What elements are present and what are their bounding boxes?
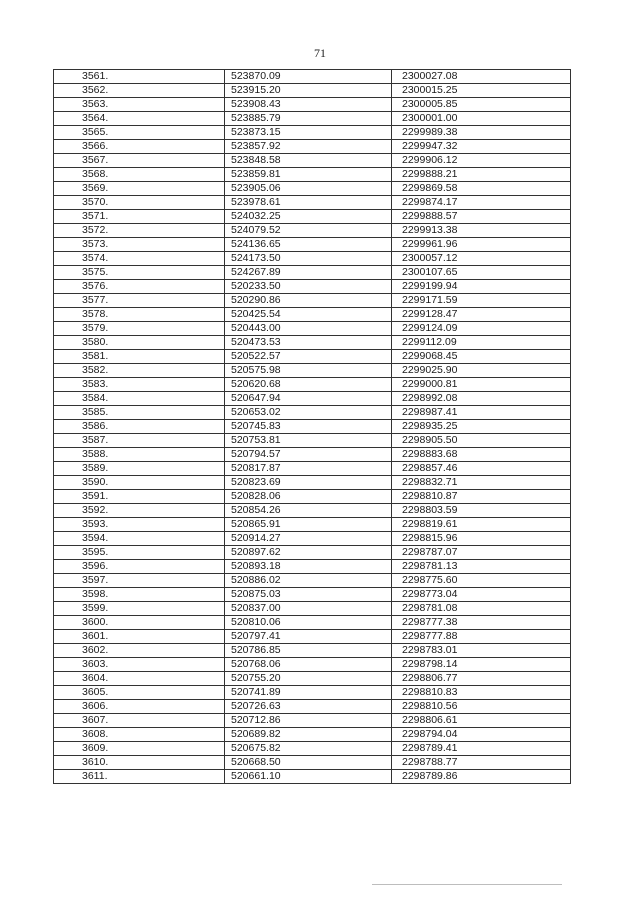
point-number-cell: 3599.: [54, 602, 225, 616]
table-row: [54, 756, 571, 770]
x-coordinate-cell: 520854.26: [225, 504, 392, 518]
table-row: [54, 532, 571, 546]
table-row: [54, 336, 571, 350]
x-coordinate-cell: 523848.58: [225, 154, 392, 168]
table-row: [54, 574, 571, 588]
x-coordinate-cell: 520443.00: [225, 322, 392, 336]
table-row: [54, 672, 571, 686]
point-number-cell: 3589.: [54, 462, 225, 476]
point-number-cell: 3593.: [54, 518, 225, 532]
table-row: [54, 434, 571, 448]
page-number: 71: [314, 46, 326, 60]
y-coordinate-cell: 2299989.38: [392, 126, 571, 140]
point-number-cell: 3577.: [54, 294, 225, 308]
table-row: [54, 196, 571, 210]
y-coordinate-cell: 2298777.88: [392, 630, 571, 644]
table-row: [54, 742, 571, 756]
y-coordinate-cell: 2300107.65: [392, 266, 571, 280]
x-coordinate-cell: 520794.57: [225, 448, 392, 462]
x-coordinate-cell: 524079.52: [225, 224, 392, 238]
table-row: [54, 546, 571, 560]
y-coordinate-cell: 2298810.56: [392, 700, 571, 714]
y-coordinate-cell: 2298905.50: [392, 434, 571, 448]
x-coordinate-cell: 520653.02: [225, 406, 392, 420]
table-row: [54, 392, 571, 406]
x-coordinate-cell: 520837.00: [225, 602, 392, 616]
x-coordinate-cell: 523873.15: [225, 126, 392, 140]
table-row: [54, 168, 571, 182]
point-number-cell: 3569.: [54, 182, 225, 196]
y-coordinate-cell: 2299124.09: [392, 322, 571, 336]
point-number-cell: 3585.: [54, 406, 225, 420]
point-number-cell: 3566.: [54, 140, 225, 154]
y-coordinate-cell: 2298803.59: [392, 504, 571, 518]
coordinate-table: [53, 69, 571, 784]
y-coordinate-cell: 2298815.96: [392, 532, 571, 546]
y-coordinate-cell: 2298783.01: [392, 644, 571, 658]
x-coordinate-cell: 520575.98: [225, 364, 392, 378]
x-coordinate-cell: 520726.63: [225, 700, 392, 714]
y-coordinate-cell: 2298781.13: [392, 560, 571, 574]
x-coordinate-cell: 523885.79: [225, 112, 392, 126]
x-coordinate-cell: 520768.06: [225, 658, 392, 672]
y-coordinate-cell: 2298819.61: [392, 518, 571, 532]
table-row: [54, 182, 571, 196]
table-row: [54, 112, 571, 126]
table-row: [54, 588, 571, 602]
point-number-cell: 3572.: [54, 224, 225, 238]
y-coordinate-cell: 2298798.14: [392, 658, 571, 672]
point-number-cell: 3601.: [54, 630, 225, 644]
point-number-cell: 3579.: [54, 322, 225, 336]
point-number-cell: 3607.: [54, 714, 225, 728]
y-coordinate-cell: 2298787.07: [392, 546, 571, 560]
x-coordinate-cell: 520473.53: [225, 336, 392, 350]
y-coordinate-cell: 2299874.17: [392, 196, 571, 210]
y-coordinate-cell: 2298857.46: [392, 462, 571, 476]
x-coordinate-cell: 520897.62: [225, 546, 392, 560]
y-coordinate-cell: 2299947.32: [392, 140, 571, 154]
point-number-cell: 3600.: [54, 616, 225, 630]
table-row: [54, 630, 571, 644]
table-row: [54, 280, 571, 294]
point-number-cell: 3575.: [54, 266, 225, 280]
point-number-cell: 3561.: [54, 70, 225, 84]
x-coordinate-cell: 520828.06: [225, 490, 392, 504]
table-row: [54, 308, 571, 322]
x-coordinate-cell: 520689.82: [225, 728, 392, 742]
y-coordinate-cell: 2299000.81: [392, 378, 571, 392]
table-row: [54, 462, 571, 476]
x-coordinate-cell: 523908.43: [225, 98, 392, 112]
x-coordinate-cell: 520810.06: [225, 616, 392, 630]
y-coordinate-cell: 2298806.61: [392, 714, 571, 728]
y-coordinate-cell: 2299068.45: [392, 350, 571, 364]
y-coordinate-cell: 2300027.08: [392, 70, 571, 84]
x-coordinate-cell: 523905.06: [225, 182, 392, 196]
table-row: [54, 406, 571, 420]
table-row: [54, 322, 571, 336]
point-number-cell: 3606.: [54, 700, 225, 714]
x-coordinate-cell: 520647.94: [225, 392, 392, 406]
point-number-cell: 3576.: [54, 280, 225, 294]
table-row: [54, 518, 571, 532]
x-coordinate-cell: 523859.81: [225, 168, 392, 182]
y-coordinate-cell: 2298775.60: [392, 574, 571, 588]
table-row: [54, 658, 571, 672]
x-coordinate-cell: 520786.85: [225, 644, 392, 658]
table-row: [54, 490, 571, 504]
x-coordinate-cell: 520914.27: [225, 532, 392, 546]
table-row: [54, 364, 571, 378]
table-row: [54, 294, 571, 308]
y-coordinate-cell: 2298832.71: [392, 476, 571, 490]
y-coordinate-cell: 2299888.21: [392, 168, 571, 182]
point-number-cell: 3568.: [54, 168, 225, 182]
y-coordinate-cell: 2298788.77: [392, 756, 571, 770]
point-number-cell: 3582.: [54, 364, 225, 378]
x-coordinate-cell: 523870.09: [225, 70, 392, 84]
x-coordinate-cell: 524173.50: [225, 252, 392, 266]
point-number-cell: 3595.: [54, 546, 225, 560]
x-coordinate-cell: 520290.86: [225, 294, 392, 308]
y-coordinate-cell: 2298777.38: [392, 616, 571, 630]
point-number-cell: 3609.: [54, 742, 225, 756]
point-number-cell: 3578.: [54, 308, 225, 322]
table-row: [54, 616, 571, 630]
point-number-cell: 3588.: [54, 448, 225, 462]
y-coordinate-cell: 2299171.59: [392, 294, 571, 308]
point-number-cell: 3565.: [54, 126, 225, 140]
point-number-cell: 3587.: [54, 434, 225, 448]
y-coordinate-cell: 2298794.04: [392, 728, 571, 742]
y-coordinate-cell: 2298789.41: [392, 742, 571, 756]
x-coordinate-cell: 520233.50: [225, 280, 392, 294]
table-row: [54, 266, 571, 280]
table-row: [54, 686, 571, 700]
point-number-cell: 3586.: [54, 420, 225, 434]
point-number-cell: 3583.: [54, 378, 225, 392]
point-number-cell: 3591.: [54, 490, 225, 504]
y-coordinate-cell: 2300015.25: [392, 84, 571, 98]
y-coordinate-cell: 2298773.04: [392, 588, 571, 602]
y-coordinate-cell: 2299869.58: [392, 182, 571, 196]
table-row: [54, 602, 571, 616]
x-coordinate-cell: 524267.89: [225, 266, 392, 280]
point-number-cell: 3584.: [54, 392, 225, 406]
table-row: [54, 210, 571, 224]
table-row: [54, 252, 571, 266]
table-row: [54, 448, 571, 462]
y-coordinate-cell: 2299128.47: [392, 308, 571, 322]
y-coordinate-cell: 2299888.57: [392, 210, 571, 224]
table-row: [54, 378, 571, 392]
x-coordinate-cell: 524136.65: [225, 238, 392, 252]
y-coordinate-cell: 2298987.41: [392, 406, 571, 420]
point-number-cell: 3611.: [54, 770, 225, 784]
point-number-cell: 3592.: [54, 504, 225, 518]
table-row: [54, 70, 571, 84]
y-coordinate-cell: 2298935.25: [392, 420, 571, 434]
point-number-cell: 3602.: [54, 644, 225, 658]
point-number-cell: 3580.: [54, 336, 225, 350]
point-number-cell: 3574.: [54, 252, 225, 266]
y-coordinate-cell: 2299025.90: [392, 364, 571, 378]
table-row: [54, 84, 571, 98]
point-number-cell: 3570.: [54, 196, 225, 210]
point-number-cell: 3564.: [54, 112, 225, 126]
x-coordinate-cell: 520522.57: [225, 350, 392, 364]
x-coordinate-cell: 520755.20: [225, 672, 392, 686]
y-coordinate-cell: 2298992.08: [392, 392, 571, 406]
table-row: [54, 476, 571, 490]
table-row: [54, 238, 571, 252]
point-number-cell: 3608.: [54, 728, 225, 742]
table-row: [54, 560, 571, 574]
y-coordinate-cell: 2299913.38: [392, 224, 571, 238]
x-coordinate-cell: 520875.03: [225, 588, 392, 602]
y-coordinate-cell: 2299199.94: [392, 280, 571, 294]
point-number-cell: 3562.: [54, 84, 225, 98]
point-number-cell: 3571.: [54, 210, 225, 224]
footer-rule: [372, 884, 562, 885]
x-coordinate-cell: 520425.54: [225, 308, 392, 322]
point-number-cell: 3590.: [54, 476, 225, 490]
x-coordinate-cell: 523978.61: [225, 196, 392, 210]
point-number-cell: 3594.: [54, 532, 225, 546]
x-coordinate-cell: 520865.91: [225, 518, 392, 532]
x-coordinate-cell: 523915.20: [225, 84, 392, 98]
table-row: [54, 420, 571, 434]
point-number-cell: 3605.: [54, 686, 225, 700]
y-coordinate-cell: 2298810.83: [392, 686, 571, 700]
point-number-cell: 3596.: [54, 560, 225, 574]
y-coordinate-cell: 2300057.12: [392, 252, 571, 266]
x-coordinate-cell: 520823.69: [225, 476, 392, 490]
y-coordinate-cell: 2298810.87: [392, 490, 571, 504]
table-row: [54, 98, 571, 112]
x-coordinate-cell: 520797.41: [225, 630, 392, 644]
x-coordinate-cell: 520712.86: [225, 714, 392, 728]
y-coordinate-cell: 2298789.86: [392, 770, 571, 784]
table-row: [54, 350, 571, 364]
point-number-cell: 3573.: [54, 238, 225, 252]
x-coordinate-cell: 520893.18: [225, 560, 392, 574]
point-number-cell: 3567.: [54, 154, 225, 168]
y-coordinate-cell: 2299961.96: [392, 238, 571, 252]
point-number-cell: 3610.: [54, 756, 225, 770]
x-coordinate-cell: 520668.50: [225, 756, 392, 770]
x-coordinate-cell: 520745.83: [225, 420, 392, 434]
table-row: [54, 728, 571, 742]
point-number-cell: 3563.: [54, 98, 225, 112]
table-row: [54, 504, 571, 518]
coordinate-table-body: [54, 70, 571, 784]
point-number-cell: 3604.: [54, 672, 225, 686]
x-coordinate-cell: 523857.92: [225, 140, 392, 154]
x-coordinate-cell: 520675.82: [225, 742, 392, 756]
table-row: [54, 644, 571, 658]
table-row: [54, 770, 571, 784]
x-coordinate-cell: 520817.87: [225, 462, 392, 476]
x-coordinate-cell: 524032.25: [225, 210, 392, 224]
y-coordinate-cell: 2298806.77: [392, 672, 571, 686]
x-coordinate-cell: 520661.10: [225, 770, 392, 784]
y-coordinate-cell: 2299906.12: [392, 154, 571, 168]
x-coordinate-cell: 520753.81: [225, 434, 392, 448]
x-coordinate-cell: 520886.02: [225, 574, 392, 588]
point-number-cell: 3597.: [54, 574, 225, 588]
y-coordinate-cell: 2299112.09: [392, 336, 571, 350]
x-coordinate-cell: 520741.89: [225, 686, 392, 700]
table-row: [54, 224, 571, 238]
y-coordinate-cell: 2300005.85: [392, 98, 571, 112]
table-row: [54, 700, 571, 714]
y-coordinate-cell: 2298781.08: [392, 602, 571, 616]
table-row: [54, 154, 571, 168]
point-number-cell: 3581.: [54, 350, 225, 364]
point-number-cell: 3603.: [54, 658, 225, 672]
point-number-cell: 3598.: [54, 588, 225, 602]
x-coordinate-cell: 520620.68: [225, 378, 392, 392]
table-row: [54, 140, 571, 154]
y-coordinate-cell: 2300001.00: [392, 112, 571, 126]
y-coordinate-cell: 2298883.68: [392, 448, 571, 462]
table-row: [54, 126, 571, 140]
table-row: [54, 714, 571, 728]
